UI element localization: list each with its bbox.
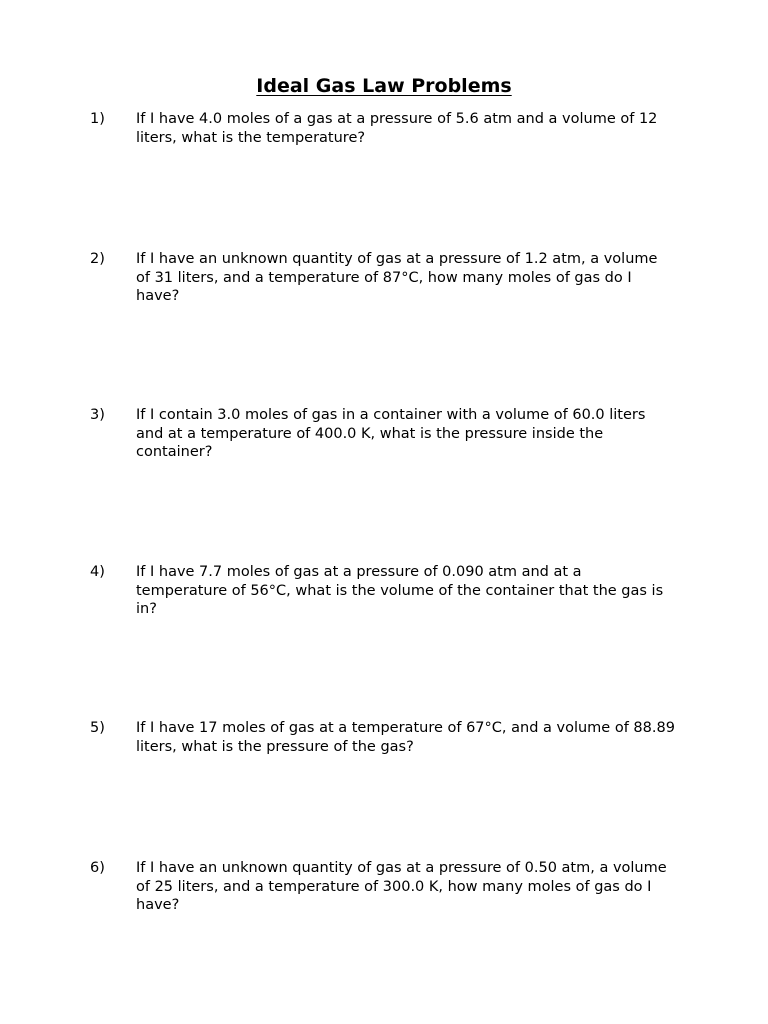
problem-text: If I contain 3.0 moles of gas in a container with a volume of 60.0 liters and at a temperature of 400.0 K, what is the pressure inside the container? [136,407,646,460]
problem-number: 1) [90,111,105,127]
problem-number: 4) [90,564,105,580]
problem-number: 6) [90,860,105,876]
problem-text: If I have 7.7 moles of gas at a pressure of 0.090 atm and at a temperature of 56°C, what is the volume of the container that the gas is in? [136,564,664,617]
problem-text: If I have 4.0 moles of a gas at a pressure of 5.6 atm and a volume of 12 liters, what is the temperature? [136,111,658,146]
problem-number: 5) [90,720,105,736]
problem-text: If I have an unknown quantity of gas at a pressure of 1.2 atm, a volume of 31 liters, and a temperature of 87°C, how many moles of gas do I have? [136,251,658,304]
problem-number: 3) [90,407,105,423]
problem-number: 2) [90,251,105,267]
page-title: Ideal Gas Law Problems [256,75,512,97]
problem-text: If I have an unknown quantity of gas at a pressure of 0.50 atm, a volume of 25 liters, and a temperature of 300.0 K, how many moles of gas do I have? [136,860,667,913]
problem-text: If I have 17 moles of gas at a temperature of 67°C, and a volume of 88.89 liters, what is the pressure of the gas? [136,720,675,755]
